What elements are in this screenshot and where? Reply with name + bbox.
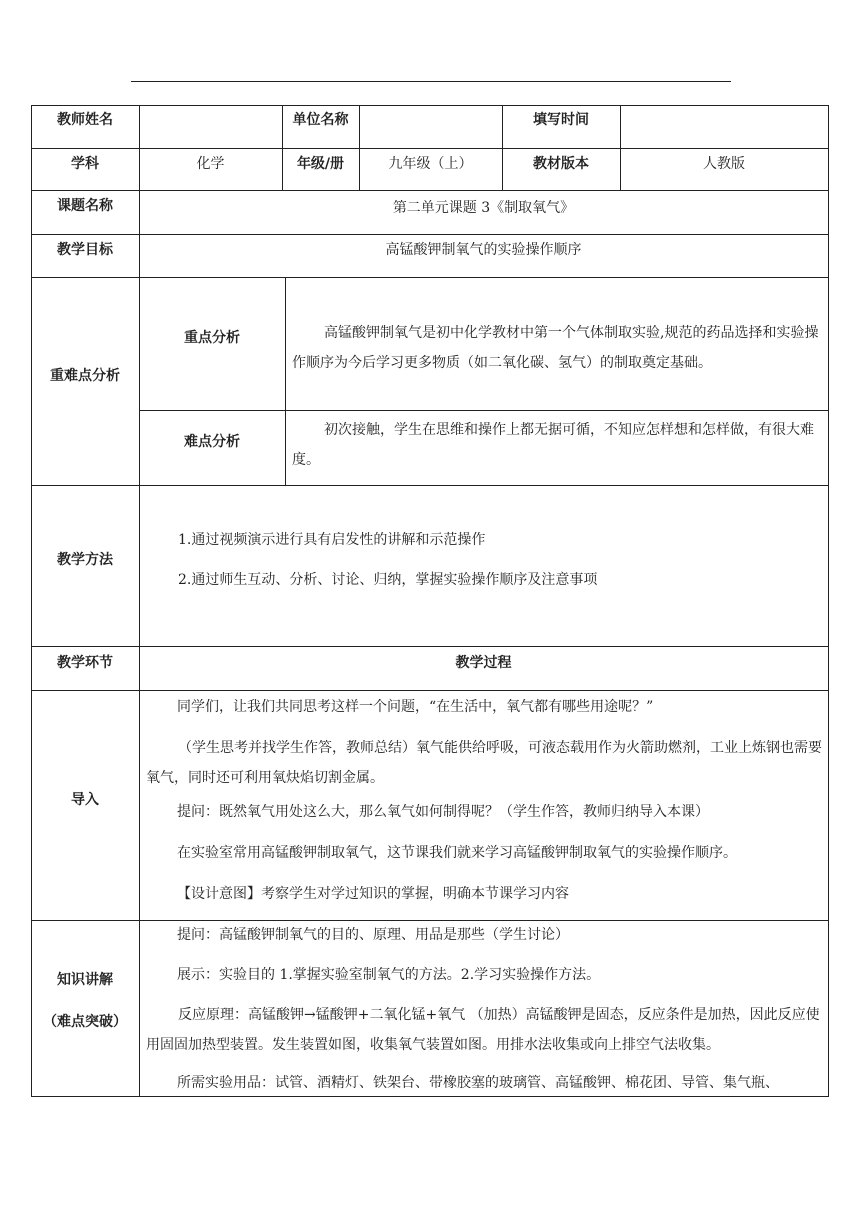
analysis-label: 重难点分析 <box>50 368 120 384</box>
intro-paragraph: 在实验室常用高锰酸钾制取氧气，这节课我们就来学习高锰酸钾制取氧气的实验操作顺序。 <box>177 845 737 861</box>
difficulty-analysis-text: 初次接触，学生在思维和操作上都无据可循，不知应怎样想和怎样做，有很大难度。 <box>292 422 814 468</box>
knowledge-sublabel: （难点突破） <box>43 1014 127 1030</box>
table-rule <box>31 148 829 149</box>
grade-value: 九年级（上） <box>388 156 473 172</box>
table-rule <box>31 646 829 647</box>
topic-value: 第二单元课题 3《制取氧气》 <box>392 200 575 216</box>
intro-design-intent: 【设计意图】考察学生对学过知识的掌握，明确本节课学习内容 <box>177 886 569 902</box>
intro-label: 导入 <box>71 792 99 808</box>
grade-label: 年级/册 <box>296 156 345 172</box>
intro-paragraph: 同学们，让我们共同思考这样一个问题，“在生活中，氧气都有哪些用途呢？” <box>177 699 654 715</box>
edition-value: 人教版 <box>703 156 745 172</box>
difficulty-analysis-label: 难点分析 <box>184 434 240 450</box>
table-rule <box>31 234 829 235</box>
edition-label: 教材版本 <box>533 156 589 172</box>
table-rule <box>31 690 829 691</box>
goal-label: 教学目标 <box>57 242 113 258</box>
key-analysis-text: 高锰酸钾制氧气是初中化学教材中第一个气体制取实验,规范的药品选择和实验操作顺序为今后学习更多物质（如二氧化碳、氢气）的制取奠定基础。 <box>292 325 819 371</box>
knowledge-paragraph: 反应原理：高锰酸钾→锰酸钾+二氧化锰+氧气 （加热）高锰酸钾是固态，反应条件是加热，因此反应使用固固加热型装置。发生装置如图，收集氧气装置如图。用排水法收集或向上排空气法收集。 <box>146 1007 820 1053</box>
knowledge-paragraph: 所需实验用品：试管、酒精灯、铁架台、带橡胶塞的玻璃管、高锰酸钾、棉花团、导管、集气瓶、 <box>177 1075 779 1091</box>
knowledge-paragraph: 展示：实验目的 1.掌握实验室制氧气的方法。2.学习实验操作方法。 <box>177 967 601 983</box>
process-label: 教学过程 <box>455 655 512 671</box>
teacher-name-label: 教师姓名 <box>57 112 113 128</box>
table-rule <box>285 277 286 486</box>
intro-paragraph: （学生思考并找学生作答，教师总结）氧气能供给呼吸，可液态载用作为火箭助燃剂，工业上炼钢也需要氧气，同时还可利用氧炔焰切割金属。 <box>146 740 822 786</box>
key-analysis-label: 重点分析 <box>184 330 240 346</box>
table-rule <box>31 105 829 106</box>
fill-time-label: 填写时间 <box>533 112 589 128</box>
unit-name-label: 单位名称 <box>292 112 349 128</box>
table-rule <box>31 277 829 278</box>
topic-label: 课题名称 <box>57 198 113 214</box>
table-rule <box>139 410 829 411</box>
method-label: 教学方法 <box>57 552 113 568</box>
subject-label: 学科 <box>71 156 99 172</box>
table-rule <box>620 105 621 191</box>
knowledge-paragraph: 提问：高锰酸钾制氧气的目的、原理、用品是那些（学生讨论） <box>177 927 569 943</box>
knowledge-label: 知识讲解 <box>57 972 113 988</box>
table-rule <box>31 190 829 191</box>
subject-value: 化学 <box>196 156 225 172</box>
table-rule <box>31 485 829 486</box>
method-item: 1.通过视频演示进行具有启发性的讲解和示范操作 <box>178 532 486 548</box>
stage-label: 教学环节 <box>57 655 113 671</box>
table-rule <box>31 920 829 921</box>
intro-paragraph: 提问：既然氧气用处这么大，那么氧气如何制得呢？（学生作答，教师归纳导入本课） <box>177 804 709 820</box>
method-item: 2.通过师生互动、分析、讨论、归纳，掌握实验操作顺序及注意事项 <box>178 572 598 588</box>
table-rule <box>359 105 360 191</box>
table-rule <box>828 105 829 1097</box>
goal-value: 高锰酸钾制氧气的实验操作顺序 <box>385 242 582 258</box>
table-rule <box>31 1096 829 1097</box>
